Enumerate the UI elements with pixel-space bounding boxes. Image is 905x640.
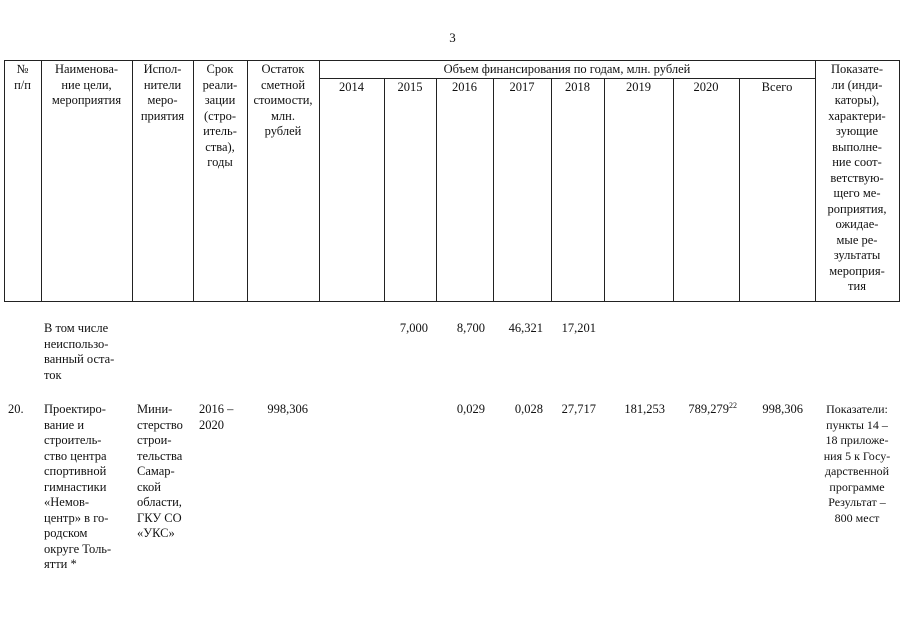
header-text: зации — [204, 93, 236, 107]
cell-text: 800 мест — [834, 510, 880, 525]
header-text: зультаты — [833, 248, 881, 262]
cell-text: ство центра — [44, 448, 107, 463]
header-text: рублей — [264, 124, 302, 138]
header-year-2017: 2017 — [509, 80, 535, 94]
cell-text: дарственной — [824, 464, 890, 478]
table-divider — [551, 78, 552, 302]
header-text: реали- — [202, 77, 238, 92]
row-20-2020-value: 789,279 — [688, 402, 729, 416]
table-border-top — [4, 60, 900, 61]
cell-text: гимнастики — [44, 479, 107, 494]
row-unused-2017: 46,321 — [508, 321, 543, 335]
header-text: (стро- — [204, 108, 236, 123]
cell-text: В том числе — [44, 321, 109, 335]
header-text: ветствую- — [830, 170, 884, 185]
table-divider — [739, 78, 740, 302]
header-term — [193, 62, 247, 171]
header-text: ние цели, — [61, 77, 112, 92]
cell-text: ванный оста- — [44, 352, 115, 366]
row-20-number: 20. — [8, 402, 24, 416]
header-text: ли (инди- — [831, 77, 883, 92]
header-text: Срок — [206, 62, 234, 76]
header-text: итель- — [203, 124, 237, 138]
table-divider — [436, 78, 437, 302]
row-20-2019: 181,253 — [624, 402, 665, 416]
header-text: Остаток — [261, 62, 305, 76]
row-20-name — [44, 402, 132, 573]
header-year-2019: 2019 — [626, 80, 651, 94]
header-year-2016: 2016 — [452, 80, 477, 94]
cell-text: ской — [137, 479, 161, 494]
header-text: п/п — [14, 77, 31, 92]
cell-text: центр» в го- — [44, 510, 109, 525]
row-20-2018: 27,717 — [561, 402, 596, 416]
cell-text: Проектиро- — [44, 402, 106, 416]
row-20-term — [199, 402, 247, 433]
header-remaining-cost — [247, 62, 319, 140]
header-text: приятия — [140, 108, 185, 123]
header-text: меро- — [147, 93, 178, 107]
cell-text: строитель- — [44, 433, 102, 447]
cell-text: «Немов- — [44, 495, 90, 509]
header-text: каторы), — [834, 93, 880, 107]
header-indicators — [815, 62, 899, 295]
header-text: Наименова- — [54, 62, 119, 76]
header-text: нители — [143, 77, 182, 92]
cell-text: Результат – — [828, 495, 886, 509]
table-border-left — [4, 60, 5, 302]
cell-text: Мини- — [137, 402, 173, 416]
header-text: характери- — [828, 108, 886, 123]
cell-text: вание и — [44, 417, 85, 432]
cell-text: программе — [829, 479, 885, 494]
header-year-2014: 2014 — [339, 80, 364, 94]
cell-text: ГКУ СО — [137, 510, 182, 525]
header-num — [4, 62, 41, 93]
header-text: выполне- — [832, 139, 882, 154]
row-20-remaining-cost: 998,306 — [267, 402, 308, 416]
header-text: Испол- — [143, 62, 182, 76]
row-20-2020 — [673, 402, 737, 418]
header-text: щего ме- — [833, 186, 881, 200]
row-unused-2018: 17,201 — [561, 321, 596, 335]
header-year-2020: 2020 — [693, 80, 719, 94]
header-text: № — [16, 62, 29, 76]
header-text: стоимости, — [253, 93, 313, 107]
page-number: 3 — [449, 30, 456, 45]
header-total: Всего — [761, 80, 793, 94]
cell-text: спортивной — [44, 464, 107, 478]
header-year-2018: 2018 — [565, 80, 590, 94]
funding-subheader-line — [319, 78, 816, 79]
table-divider — [384, 78, 385, 302]
cell-text: Самар- — [137, 464, 175, 478]
header-text: Показате- — [830, 62, 884, 76]
cell-text: родском — [44, 526, 88, 540]
cell-text: ятти * — [44, 557, 77, 571]
table-divider — [604, 78, 605, 302]
row-20-2017: 0,028 — [514, 402, 543, 416]
header-text: мероприя- — [829, 263, 885, 278]
cell-text: строи- — [137, 433, 172, 447]
row-20-2016: 0,029 — [456, 402, 485, 416]
cell-text: пункты 14 – — [826, 417, 888, 432]
header-text: мые ре- — [836, 232, 878, 247]
cell-text: 18 приложе- — [825, 433, 889, 447]
cell-text: 2020 — [199, 417, 224, 432]
header-executors — [132, 62, 193, 124]
header-text: зующие — [835, 124, 879, 138]
footnote-ref: 22 — [729, 400, 737, 410]
table-border-right — [899, 60, 900, 302]
cell-text: области, — [137, 495, 182, 509]
row-20-executors — [137, 402, 193, 542]
header-text: ства), — [205, 139, 235, 154]
header-text: тия — [848, 279, 866, 293]
row-20-indicators — [815, 402, 899, 526]
header-text: роприятия, — [827, 201, 887, 216]
table-divider — [319, 60, 320, 302]
header-text: мероприятия — [51, 93, 122, 107]
row-unused-name — [44, 321, 132, 383]
row-unused-2016: 8,700 — [456, 321, 485, 335]
header-text: ожидае- — [835, 217, 879, 231]
table-divider — [673, 78, 674, 302]
row-unused-2015: 7,000 — [399, 321, 428, 335]
header-name — [41, 62, 132, 109]
cell-text: ток — [44, 367, 62, 382]
cell-text: стерство — [137, 417, 183, 432]
header-text: годы — [207, 155, 233, 169]
header-text: ние соот- — [832, 155, 882, 169]
cell-text: Показатели: — [826, 402, 888, 416]
cell-text: 2016 – — [199, 402, 234, 416]
header-text: сметной — [260, 77, 306, 92]
table-divider — [493, 78, 494, 302]
cell-text: округе Толь- — [44, 541, 112, 556]
cell-text: неиспользо- — [44, 336, 109, 351]
header-funding-title: Объем финансирования по годам, млн. рублей — [443, 62, 691, 76]
row-20-total: 998,306 — [762, 402, 803, 416]
cell-text: «УКС» — [137, 526, 175, 540]
cell-text: ния 5 к Госу- — [823, 448, 891, 463]
table-header-bottom — [4, 301, 900, 302]
cell-text: тельства — [137, 448, 183, 463]
header-year-2015: 2015 — [397, 80, 423, 94]
header-text: млн. — [271, 108, 295, 123]
